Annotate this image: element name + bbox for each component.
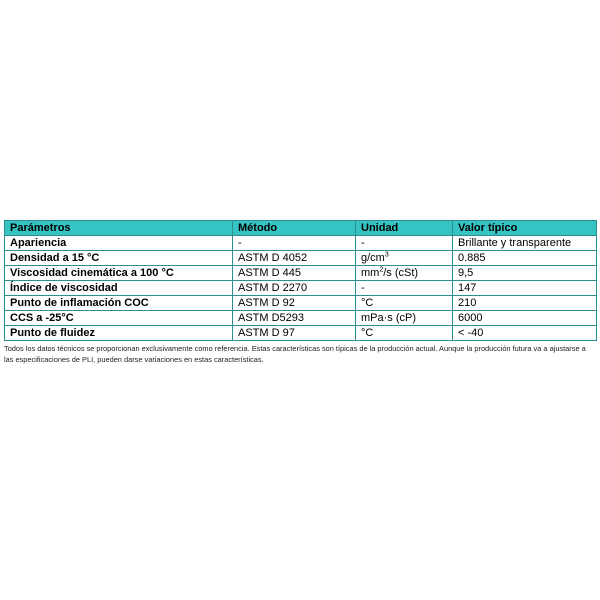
unit-cell: °C (356, 326, 453, 341)
method-cell: ASTM D5293 (233, 311, 356, 326)
disclaimer-note: Todos los datos técnicos se proporcionan exclusivamente como referencia. Estas características son típicas de la producción actual. Aunque la producción futura va a ajustarse a las especificaciones de PLI, pueden darse variaciones en estas características. (4, 344, 586, 364)
method-cell: ASTM D 445 (233, 266, 356, 281)
method-cell: ASTM D 92 (233, 296, 356, 311)
header-valor-tipico: Valor típico (453, 221, 597, 236)
unit-cell (356, 251, 453, 266)
param-cell: Punto de inflamación COC (5, 296, 233, 311)
unit-cell: - (356, 281, 453, 296)
properties-table (4, 220, 597, 341)
value-cell: 0.885 (453, 251, 597, 266)
param-cell: Punto de fluidez (5, 326, 233, 341)
method-cell: ASTM D 2270 (233, 281, 356, 296)
value-cell: 147 (453, 281, 597, 296)
unit-cell: - (356, 236, 453, 251)
table-row (5, 236, 597, 251)
value-cell: < -40 (453, 326, 597, 341)
value-cell: Brillante y transparente (453, 236, 597, 251)
table-row (5, 296, 597, 311)
unit-superscript: 2 (379, 266, 384, 274)
method-cell: ASTM D 97 (233, 326, 356, 341)
table-row (5, 326, 597, 341)
spec-sheet (4, 220, 596, 365)
unit-superscript: 3 (384, 251, 389, 259)
value-cell: 210 (453, 296, 597, 311)
param-cell: Apariencia (5, 236, 233, 251)
header-unidad: Unidad (356, 221, 453, 236)
param-cell: CCS a -25°C (5, 311, 233, 326)
unit-base: g/cm (361, 252, 385, 264)
table-row (5, 266, 597, 281)
header-metodo: Método (233, 221, 356, 236)
unit-cell: mPa·s (cP) (356, 311, 453, 326)
param-cell: Índice de viscosidad (5, 281, 233, 296)
header-parametros: Parámetros (5, 221, 233, 236)
method-cell: ASTM D 4052 (233, 251, 356, 266)
table-row (5, 281, 597, 296)
table-row (5, 311, 597, 326)
unit-base: mm (361, 267, 380, 279)
unit-rest: /s (cSt) (383, 267, 419, 279)
value-cell: 9,5 (453, 266, 597, 281)
table-header-row (5, 221, 597, 236)
table-row (5, 251, 597, 266)
param-cell: Viscosidad cinemática a 100 °C (5, 266, 233, 281)
param-cell: Densidad a 15 °C (5, 251, 233, 266)
method-cell: - (233, 236, 356, 251)
unit-cell: °C (356, 296, 453, 311)
value-cell: 6000 (453, 311, 597, 326)
unit-cell (356, 266, 453, 281)
